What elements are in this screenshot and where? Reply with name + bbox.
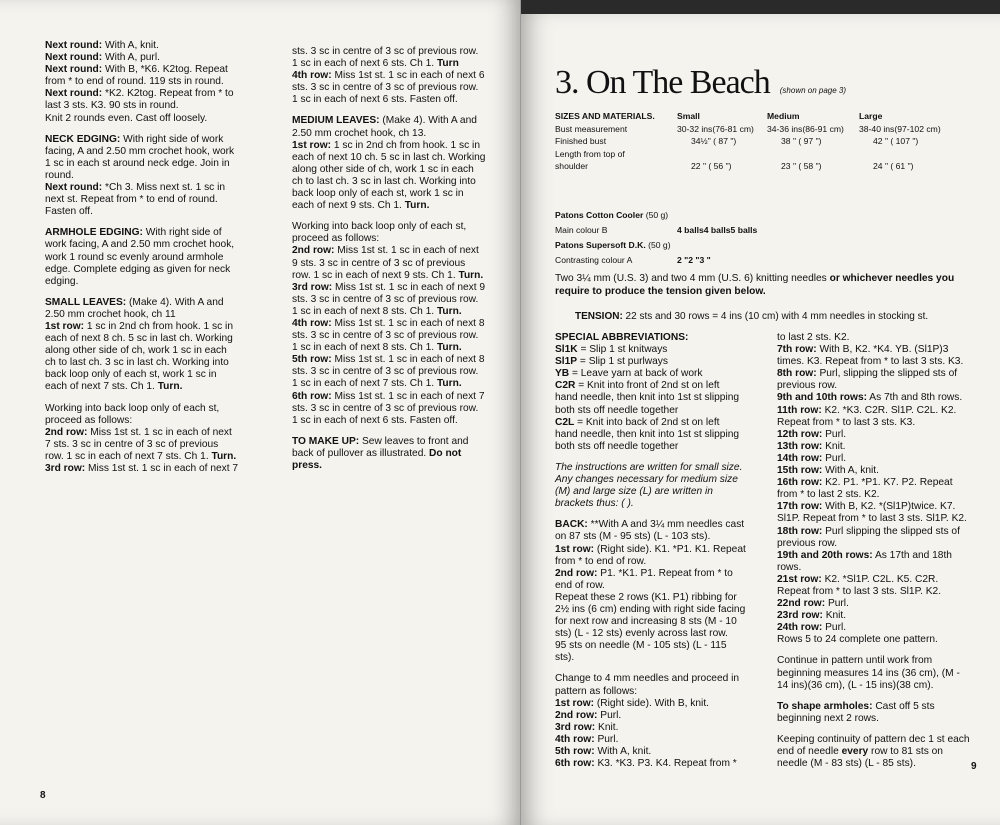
sizes-header-medium: Medium [767, 111, 800, 121]
needles-paragraph [555, 272, 965, 298]
paragraph [292, 46, 500, 106]
sizes-cell: 24 " ( 61 ") [873, 161, 914, 171]
sizes-cell: 42 " ( 107 ") [873, 136, 919, 146]
text-line: ch to last ch. 3 sc in last ch. Working into [292, 175, 476, 187]
text-line: 1 sc in each of next 6 sts. Fasten off. [292, 94, 458, 106]
text-line: 18th row: Purl slipping the slipped sts of [777, 525, 960, 537]
text-line: 5th row: Miss 1st st. 1 sc in each of next 8 [292, 354, 485, 366]
text-line: back loop only of each st, work 1 sc in [292, 188, 464, 200]
text-line: TO MAKE UP: Sew leaves to front and [292, 435, 469, 447]
yarn-brand-name: Patons Cotton Cooler [555, 210, 644, 220]
shown-on-note: (shown on page 3) [779, 86, 847, 95]
text-line: press. [292, 460, 323, 471]
yarn-amount-medium: 4 balls [703, 225, 731, 235]
sizes-cell: 30-32 ins(76-81 cm) [677, 123, 754, 134]
text-line: Sl1P. Repeat from * to last 3 sts. Sl1P. K2. [777, 513, 967, 525]
text-line: 1 sc in each of next 6 sts. Fasten off. [292, 414, 458, 426]
sizes-cell: 38 " ( 97 ") [781, 136, 822, 146]
text-line: Fasten off. [45, 206, 93, 218]
text-line: YB = Leave yarn at back of work [555, 368, 703, 380]
text-line: both sts off needle together [555, 440, 679, 452]
text-line: work facing, A and 2.50 mm crochet hook, [45, 239, 235, 251]
yarn-amount-small: 4 balls [677, 225, 704, 235]
paragraph [45, 403, 267, 476]
text-line: 1 sc in each of next 8 sts. Ch 1. Turn. [292, 342, 462, 354]
text-line: 23rd row: Knit. [777, 610, 847, 622]
text-line: (M) and large size (L) are written in [555, 486, 713, 498]
text-line: 22nd row: Purl. [777, 598, 849, 610]
yarn-unit: (50 g) [648, 240, 671, 250]
text-line: 21st row: K2. *Sl1P. C2L. K5. C2R. [777, 573, 939, 585]
tension-label: TENSION: [575, 311, 623, 322]
text-line: 2.50 mm crochet hook, ch 13. [292, 127, 427, 139]
sizes-header-small: Small [677, 111, 700, 121]
text-line: To shape armholes: Cast off 5 sts [777, 700, 935, 712]
text-line: 16th row: K2. P1. *P1. K7. P2. Repeat [777, 477, 953, 489]
text-line: Next round: With A, purl. [45, 52, 160, 64]
yarn-amount-large: 5 balls [730, 225, 758, 235]
paragraph [45, 134, 267, 219]
text-line: from * to end of row. [555, 555, 647, 567]
text-line: The instructions are written for small size. [555, 461, 743, 473]
text-line: Repeat from * to last 3 sts. Sl1P. K2. [777, 585, 942, 597]
text-line: row. 1 sc in each of next 7 sts. Ch 1. Turn. [45, 450, 237, 462]
left-column-2 [292, 46, 500, 481]
text-line: Working into back loop only of each st, [292, 221, 467, 233]
yarn-amount-small: 2 " [677, 255, 689, 265]
text-line: sts). [555, 652, 575, 664]
text-line: 1 sc in each st around neck edge. Join in [45, 157, 230, 169]
text-line: to last 2 sts. K2. [777, 332, 850, 343]
text-line: sts. 3 sc in centre of 3 sc of previous row. [292, 293, 479, 305]
sizes-table [555, 110, 941, 173]
text-line: C2L = Knit into back of 2nd st on left [555, 416, 720, 428]
text-line: 95 sts on needle (M - 105 sts) (L - 115 [555, 640, 727, 652]
text-line: 7 sts. 3 sc in centre of 3 sc of previous [45, 438, 219, 450]
tension-text: 22 sts and 30 rows = 4 ins (10 cm) with 4 mm needles in stocking st. [622, 311, 929, 322]
text-line: proceed as follows: [45, 414, 133, 426]
sizes-cell: shoulder [555, 161, 588, 171]
yarn-amount-medium: 2 " [688, 255, 700, 265]
sizes-header-row [555, 110, 941, 123]
text-line: 13th row: Knit. [777, 440, 846, 452]
text-line: 2.50 mm crochet hook, ch 11 [45, 308, 176, 320]
yarn-colour-label: Main colour B [555, 225, 608, 235]
text-line: back loop only of each st, work 1 sc in [45, 369, 217, 381]
text-line: Rows 5 to 24 complete one pattern. [777, 634, 938, 646]
text-line: Next round: *K2. K2tog. Repeat from * to [45, 88, 234, 100]
text-line: 2nd row: P1. *K1. P1. Repeat from * to [555, 567, 733, 579]
text-line: back of pullover as illustrated. Do not [292, 447, 462, 459]
sizes-row [555, 123, 941, 136]
text-line: Working into back loop only of each st, [45, 402, 220, 414]
text-line: work 1 round sc evenly around armhole [45, 251, 224, 263]
text-line: sts. 3 sc in centre of 3 sc of previous row. [292, 402, 479, 414]
text-line: 1 sc in each of next 6 sts. Ch 1. Turn [292, 58, 459, 70]
text-line: sts. 3 sc in centre of 3 sc of previous row. [292, 82, 479, 94]
yarn-brand-name: Patons Supersoft D.K. [555, 240, 646, 250]
text-line: Next round: With A, knit. [45, 40, 159, 51]
text-line: NECK EDGING: With right side of work [45, 133, 224, 145]
text-line: hand needle, then knit into 1st st slipping [555, 392, 740, 404]
text-line: Next round: With B, *K6. K2tog. Repeat [45, 64, 228, 76]
yarn-brand-1 [555, 208, 757, 223]
text-line: 7th row: With B, K2. *K4. YB. (Sl1P)3 [777, 344, 949, 356]
paragraph [45, 227, 267, 287]
text-line: 4th row: Miss 1st st. 1 sc in each of next 8 [292, 317, 485, 329]
sizes-row [555, 148, 941, 161]
page-number-left: 8 [40, 790, 46, 801]
needles-text: Two 3¼ mm (U.S. 3) and two 4 mm (U.S. 6) knitting needles [555, 273, 827, 284]
paragraph [292, 115, 500, 212]
text-line: 1st row: 1 sc in 2nd ch from hook. 1 sc in [45, 320, 233, 332]
text-line: 2nd row: Miss 1st st. 1 sc in each of next [45, 426, 232, 438]
sizes-header-large: Large [859, 111, 883, 121]
text-line: MEDIUM LEAVES: (Make 4). With A and [292, 115, 477, 127]
text-line: 3rd row: Knit. [555, 721, 619, 733]
text-line: SMALL LEAVES: (Make 4). With A and [45, 296, 224, 308]
text-line: 9th and 10th rows: As 7th and 8th rows. [777, 392, 963, 404]
text-line: Next round: *Ch 3. Miss next st. 1 sc in [45, 182, 226, 194]
text-line: beginning next 2 rows. [777, 712, 879, 724]
text-line: 1st row: 1 sc in 2nd ch from hook. 1 sc in [292, 139, 480, 151]
text-line: along other side of ch, work 1 sc in each [45, 345, 227, 357]
text-line: BACK: **With A and 3¼ mm needles cast [555, 519, 745, 531]
text-line: sts. 3 sc in centre of 3 sc of previous row. [292, 46, 479, 57]
sizes-cell: 23 " ( 58 ") [781, 161, 822, 171]
text-line: 14th row: Purl. [777, 452, 847, 464]
yarn-amount-row [555, 253, 757, 268]
text-line: 3rd row: Miss 1st st. 1 sc in each of next 7 [45, 463, 239, 474]
left-column-1 [45, 40, 267, 484]
text-line: 3rd row: Miss 1st st. 1 sc in each of next 9 [292, 281, 486, 293]
text-line: each of next 10 ch. 5 sc in last ch. Working [292, 151, 486, 163]
text-line: ARMHOLE EDGING: With right side of [45, 227, 222, 239]
paragraph [45, 40, 267, 125]
paragraph [555, 462, 770, 510]
sizes-cell: 38-40 ins(97-102 cm) [859, 123, 941, 134]
text-line: Sl1K = Slip 1 st knitways [555, 344, 668, 356]
paragraph [292, 436, 500, 472]
paragraph [777, 655, 985, 691]
yarn-colour-label: Contrasting colour A [555, 255, 633, 265]
yarn-list [555, 208, 757, 268]
sizes-cell: Length from top of [555, 148, 625, 159]
text-line: 17th row: With B, K2. *(Sl1P)twice. K7. [777, 501, 956, 513]
text-line: 12th row: Purl. [777, 428, 847, 440]
paragraph [777, 734, 985, 770]
text-line: times. K3. Repeat from * to last 3 sts. K3. [777, 356, 964, 368]
text-line: 24th row: Purl. [777, 622, 847, 634]
text-line: edging. [45, 275, 79, 287]
text-line: each of next 9 sts. Ch 1. Turn. [292, 200, 430, 212]
text-line: for next row and increasing 8 sts (M - 10 [555, 616, 737, 628]
paragraph [555, 673, 770, 770]
sizes-row [555, 135, 941, 148]
text-line: sts) (L - 12 sts) evenly across last row. [555, 628, 728, 640]
sizes-header-label: SIZES AND MATERIALS. [555, 111, 655, 121]
text-line: sts. 3 sc in centre of 3 sc of previous row. [292, 366, 479, 378]
paragraph [555, 519, 770, 664]
text-line: hand needle, then knit into 1st st slipping [555, 428, 740, 440]
right-column-2 [777, 332, 985, 779]
pattern-title [555, 64, 846, 102]
text-line: each of next 7 sts. Ch 1. Turn. [45, 381, 183, 393]
paragraph [555, 332, 770, 453]
text-line: sts. 3 sc in centre of 3 sc of previous row. [292, 330, 479, 342]
text-line: edge. Complete edging as given for neck [45, 263, 231, 275]
yarn-amount-row [555, 223, 757, 238]
sizes-cell: 22 " ( 56 ") [691, 161, 732, 171]
text-line: pattern as follows: [555, 685, 638, 697]
text-line: next st. Repeat from * to end of round. [45, 194, 218, 206]
paragraph [777, 332, 985, 646]
paragraph [777, 701, 985, 725]
text-line: Repeat these 2 rows (K1. P1) ribbing for [555, 591, 737, 603]
sizes-cell: Bust measurement [555, 123, 628, 134]
yarn-unit: (50 g) [645, 210, 669, 220]
text-line: along other side of ch, work 1 sc in each [292, 163, 474, 175]
text-line: 6th row: Miss 1st st. 1 sc in each of next 7 [292, 390, 485, 402]
text-line: previous row. [777, 537, 838, 549]
text-line: 1 sc in each of next 8 sts. Ch 1. Turn. [292, 305, 462, 317]
text-line: end of row. [555, 579, 605, 591]
text-line: 2nd row: Miss 1st st. 1 sc in each of next [292, 245, 479, 257]
paragraph [45, 297, 267, 394]
sizes-row [555, 160, 941, 173]
yarn-amount-large: 3 " [699, 255, 711, 265]
paragraph [292, 221, 500, 427]
text-line: 4th row: Miss 1st st. 1 sc in each of next 6 [292, 70, 485, 82]
text-line: end of needle every row to 81 sts on [777, 746, 943, 757]
text-line: both sts off needle together [555, 404, 679, 416]
text-line: beginning measures 14 ins (36 cm), (M - [777, 667, 960, 679]
yarn-brand-2 [555, 238, 757, 253]
text-line: ch to last ch. 3 sc in last ch. Working into [45, 357, 229, 369]
text-line: Change to 4 mm needles and proceed in [555, 673, 740, 685]
text-line: Continue in pattern until work from [777, 655, 933, 667]
text-line: Knit 2 rounds even. Cast off loosely. [45, 112, 208, 124]
text-line: 15th row: With A, knit. [777, 465, 879, 477]
text-line: on 87 sts (M - 95 sts) (L - 103 sts). [555, 531, 711, 543]
text-line: 8th row: Purl, slipping the slipped sts of [777, 368, 958, 380]
text-line: 2nd row: Purl. [555, 709, 622, 721]
text-line: 11th row: K2. *K3. C2R. Sl1P. C2L. K2. [777, 404, 957, 416]
text-line: from * to last 2 sts. K2. [777, 489, 880, 501]
text-line: round. [45, 169, 74, 181]
text-line: 19th and 20th rows: As 17th and 18th [777, 549, 952, 561]
text-line: Keeping continuity of pattern dec 1 st each [777, 733, 970, 745]
right-page [521, 14, 1000, 825]
text-line: rows. [777, 561, 802, 573]
right-column-1 [555, 332, 770, 779]
text-line: last 3 sts. K3. 90 sts in round. [45, 100, 179, 112]
text-line: C2R = Knit into front of 2nd st on left [555, 380, 720, 392]
text-line: needle (M - 83 sts) (L - 85 sts). [777, 758, 916, 770]
text-line: 2½ ins (6 cm) ending with right side facing [555, 603, 746, 615]
text-line: 1st row: (Right side). With B, knit. [555, 697, 709, 709]
text-line: each of next 8 ch. 5 sc in last ch. Working [45, 333, 233, 345]
sizes-cell: Finished bust [555, 136, 607, 146]
text-line: Sl1P = Slip 1 st purlways [555, 356, 668, 368]
text-line: brackets thus: ( ). [555, 498, 634, 510]
text-line: from * to end of round. 119 sts in round. [45, 76, 224, 88]
text-line: 1 sc in each of next 7 sts. Ch 1. Turn. [292, 378, 462, 390]
text-line: 5th row: With A, knit. [555, 746, 652, 757]
sizes-cell: 34-36 ins(86-91 cm) [767, 123, 844, 134]
text-line: SPECIAL ABBREVIATIONS: [555, 332, 689, 343]
text-line: 9 sts. 3 sc in centre of 3 sc of previous [292, 257, 466, 269]
sizes-cell: 34½" ( 87 ") [691, 136, 737, 146]
text-line: 6th row: K3. *K3. P3. K4. Repeat from * [555, 758, 737, 770]
page-number-right: 9 [971, 761, 977, 772]
text-line: facing, A and 2.50 mm crochet hook, work [45, 145, 235, 157]
text-line: 1st row: (Right side). K1. *P1. K1. Repeat [555, 543, 746, 555]
pattern-title-text: 3. On The Beach [555, 64, 770, 101]
text-line: Any changes necessary for medium size [555, 474, 738, 486]
tension-line [575, 311, 928, 322]
text-line: 14 ins)(36 cm), (L - 15 ins)(38 cm). [777, 679, 934, 691]
text-line: row. 1 sc in each of next 9 sts. Ch 1. Turn. [292, 269, 484, 281]
text-line: proceed as follows: [292, 233, 380, 245]
text-line: Repeat from * to last 3 sts. K3. [777, 416, 916, 428]
text-line: 4th row: Purl. [555, 733, 619, 745]
needles-bold-text: or whichever needles you require to produce the tension given below. [555, 273, 955, 297]
text-line: previous row. [777, 380, 838, 392]
